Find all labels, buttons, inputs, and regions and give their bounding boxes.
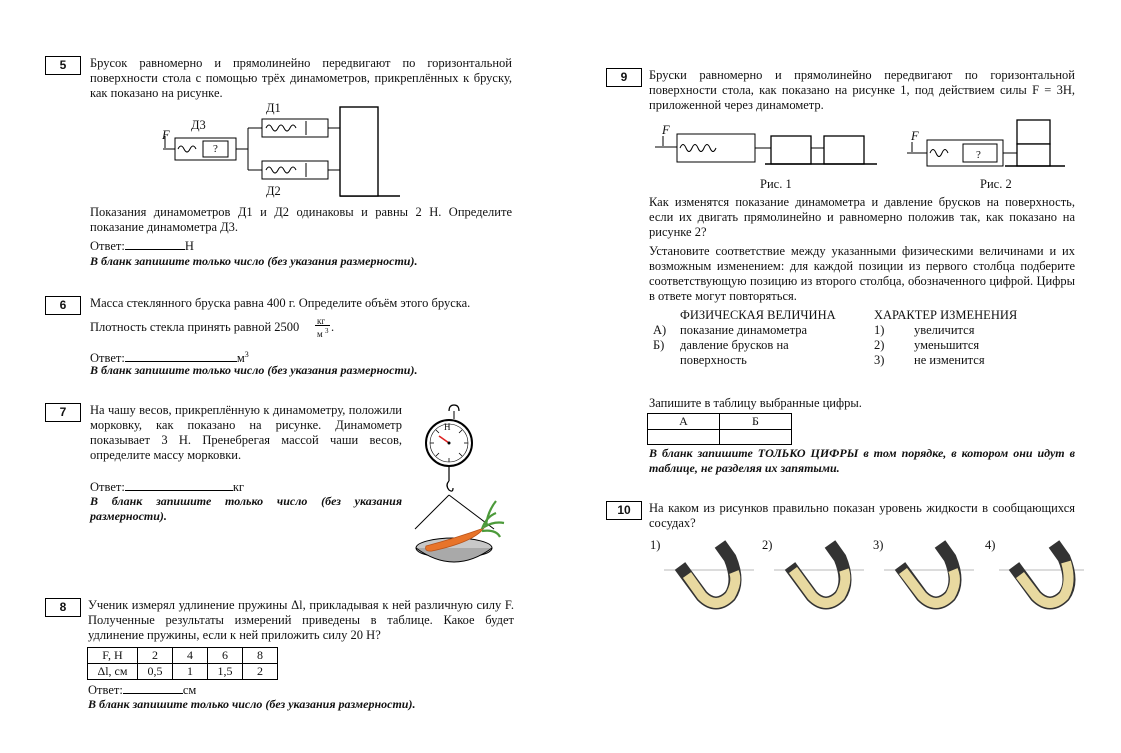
task-8-answer-line[interactable] — [88, 682, 196, 698]
task-8-cell: 8 — [243, 648, 278, 664]
task-6-dot: . — [331, 320, 335, 334]
task-9-label-f2: F — [911, 129, 919, 143]
task-8-text: Ученик измерял удлинение пружины Δl, прикладывая к ней различную силу F. Полученные результаты измерений приведены в таблице. Какое будет удлинение пружины, если к ней приложить силу 20 Н? — [88, 598, 514, 642]
task-6-answer-label: Ответ: — [90, 351, 125, 366]
task-6-answer-exp: 3 — [244, 350, 249, 359]
task-number-9: 9 — [606, 68, 642, 87]
task-8-cell: 2 — [243, 664, 278, 680]
task-8-cell: 1,5 — [208, 664, 243, 680]
task-8-table — [87, 647, 278, 680]
task-9-instruction: Установите соответствие между указанными физическими величинами и их возможным изменением: для каждой позиции из первого столбца подберите соответствующую позицию из второго столбца, обозначенного цифрой. Цифры в ответе могут повторяться. — [649, 244, 1075, 303]
task-10-vessels — [664, 538, 1084, 608]
task-9-table-prompt: Запишите в таблицу выбранные цифры. — [649, 396, 862, 410]
task-7-answer-blank[interactable] — [125, 479, 233, 491]
task-number-7: 7 — [45, 403, 81, 422]
task-10-option-3[interactable]: 3) — [873, 538, 884, 552]
task-9-note: В бланк запишите ТОЛЬКО ЦИФРЫ в том порядке, в котором они идут в таблице, не разделяя их запятыми. — [649, 446, 1075, 475]
task-6-unit-den: м — [317, 329, 323, 339]
task-5-question-mark: ? — [213, 143, 218, 155]
task-5-answer-label: Ответ: — [90, 239, 125, 253]
task-8-table-row-force — [88, 648, 278, 664]
task-10-option-2[interactable]: 2) — [762, 538, 773, 552]
task-8-cell: 2 — [138, 648, 173, 664]
task-5-note: В бланк запишите только число (без указания размерности). — [90, 254, 418, 268]
task-9-right-key-2: 2) — [874, 338, 885, 352]
task-9-right-key-3: 3) — [874, 353, 885, 367]
task-9-question: Как изменятся показание динамометра и давление брусков на поверхность, если их двигать прямолинейно и равномерно положив так, как показано на рисунке 2? — [649, 195, 1075, 239]
task-7-answer-unit: кг — [232, 480, 245, 494]
task-8-cell: Δl, см — [88, 664, 138, 680]
task-8-answer-label: Ответ: — [88, 683, 123, 697]
vessel-2 — [774, 544, 864, 603]
task-5-text: Брусок равномерно и прямолинейно передвигают по горизонтальной поверхности стола с помощью трёх динамометров, прикреплённых к бруску, как показано на рисунке. — [90, 56, 512, 100]
task-9-right-text-3: не изменится — [914, 353, 985, 367]
task-5-answer-unit: Н — [184, 239, 194, 253]
task-9-answer-cell-b[interactable] — [720, 430, 792, 445]
task-7-dial-unit: Н — [444, 422, 451, 432]
task-8-note: В бланк запишите только число (без указания размерности). — [88, 697, 416, 711]
task-5-answer-blank[interactable] — [125, 238, 185, 250]
task-9-col2-header: ХАРАКТЕР ИЗМЕНЕНИЯ — [874, 308, 1018, 322]
task-9-table-header-b: Б — [720, 414, 792, 430]
task-6-text-1: Масса стеклянного бруска равна 400 г. Определите объём этого бруска. — [90, 296, 471, 310]
task-9-fig2-caption: Рис. 2 — [980, 177, 1012, 191]
task-10-option-1[interactable]: 1) — [650, 538, 661, 552]
task-9-right-text-1: увеличится — [914, 323, 975, 337]
task-10-text: На каком из рисунков правильно показан уровень жидкости в сообщающихся сосудах? — [649, 501, 1075, 530]
task-9-answer-cell-a[interactable] — [648, 430, 720, 445]
task-8-answer-blank[interactable] — [123, 682, 183, 694]
task-8-cell: F, Н — [88, 648, 138, 664]
task-9-left-key-b: Б) — [653, 338, 665, 352]
task-9-left-text-b: давление брусков на поверхность — [680, 338, 789, 367]
task-6-unit-num: кг — [317, 316, 326, 326]
task-6-note: В бланк запишите только число (без указания размерности). — [90, 363, 418, 377]
task-8-cell: 4 — [173, 648, 208, 664]
task-9-right-text-2: уменьшится — [914, 338, 980, 352]
task-7-note: В бланк запишите только число (без указания размерности). — [90, 494, 402, 523]
task-number-5: 5 — [45, 56, 81, 75]
task-7-answer-label: Ответ: — [90, 480, 125, 494]
task-5-label-d3: Д3 — [191, 118, 206, 132]
task-9-label-f1: F — [662, 123, 670, 137]
task-9-figures — [655, 118, 1075, 178]
task-number-8: 8 — [45, 598, 81, 617]
vessel-3 — [884, 544, 974, 603]
task-9-table-header-a: А — [648, 414, 720, 430]
task-6-text-2: Плотность стекла принять равной 2500 — [90, 320, 300, 334]
task-number-6: 6 — [45, 296, 81, 315]
task-9-right-key-1: 1) — [874, 323, 885, 337]
task-9-left-key-a: А) — [653, 323, 667, 337]
task-9-fig1-caption: Рис. 1 — [760, 177, 792, 191]
task-7-text: На чашу весов, прикреплённую к динамометру, положили морковку, как показано на рисунке. Динамометр показывает 3 Н. Пренебрегая массой чаши весов, определите массу морковки. — [90, 403, 402, 462]
task-8-cell: 1 — [173, 664, 208, 680]
task-5-label-d2: Д2 — [266, 184, 281, 198]
task-5-answer-line[interactable] — [90, 238, 194, 254]
task-6-answer-unit: м — [236, 351, 245, 366]
task-7-answer-line[interactable] — [90, 479, 244, 495]
vessel-4 — [999, 544, 1084, 603]
task-9-answer-table — [647, 413, 792, 445]
task-10-option-4[interactable]: 4) — [985, 538, 996, 552]
task-5-label-f: F — [162, 128, 170, 142]
task-9-question-mark: ? — [976, 149, 981, 161]
task-5-question: Показания динамометров Д1 и Д2 одинаковы и равны 2 Н. Определите показание динамометра Д3. — [90, 205, 512, 234]
task-6-unit-exp: 3 — [325, 327, 329, 335]
task-8-answer-unit: см — [182, 683, 197, 697]
task-5-label-d1: Д1 — [266, 101, 281, 115]
task-8-cell: 6 — [208, 648, 243, 664]
task-8-table-row-extension — [88, 664, 278, 680]
task-9-left-text-a: показание динамометра — [680, 323, 807, 337]
task-9-text: Бруски равномерно и прямолинейно передвигают по горизонтальной поверхности стола, как показано на рисунке 1, под действием силы F = 3Н, приложенной через динамометр. — [649, 68, 1075, 112]
task-9-col1-header: ФИЗИЧЕСКАЯ ВЕЛИЧИНА — [680, 308, 836, 322]
task-6-answer-blank[interactable] — [125, 350, 237, 362]
task-number-10: 10 — [606, 501, 642, 520]
task-7-scale-figure — [412, 403, 522, 573]
vessel-1 — [664, 544, 754, 603]
task-8-cell: 0,5 — [138, 664, 173, 680]
